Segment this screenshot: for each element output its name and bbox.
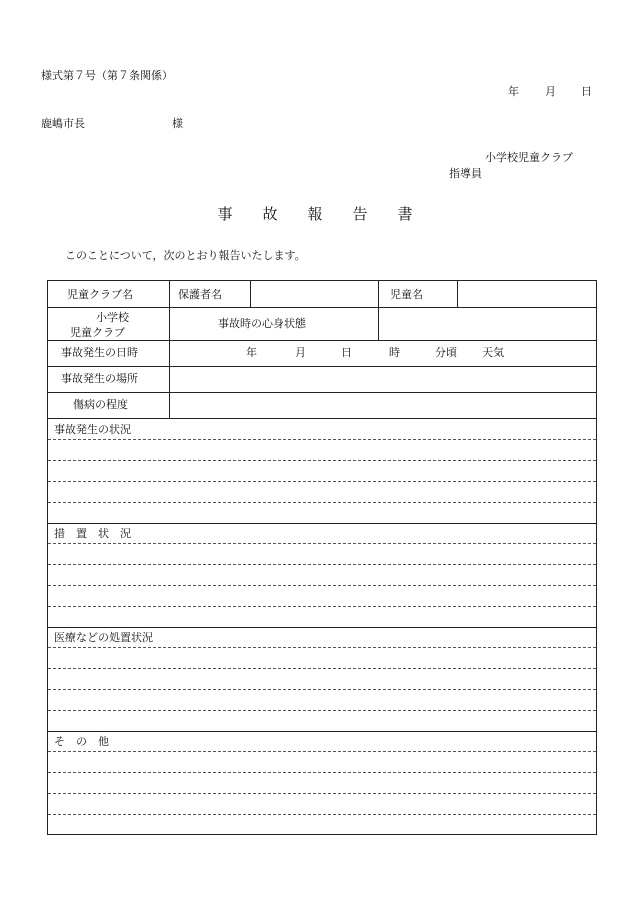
writing-line: [48, 647, 596, 648]
injury-label: 傷病の程度: [73, 398, 128, 411]
guardian-name-label: 保護者名: [178, 288, 222, 301]
writing-line: [48, 772, 596, 773]
report-table: [47, 280, 597, 835]
date-day-label: 日: [581, 85, 592, 98]
row-divider: [48, 392, 596, 393]
day-label: 日: [341, 346, 352, 359]
weather-label: 天気: [482, 346, 504, 359]
minute-label: 分頃: [435, 346, 457, 359]
place-label: 事故発生の場所: [61, 372, 138, 385]
section-divider: [48, 627, 596, 628]
writing-line: [48, 668, 596, 669]
writing-line: [48, 689, 596, 690]
child-name-label: 児童名: [390, 288, 423, 301]
hour-label: 時: [389, 346, 400, 359]
writing-line: [48, 751, 596, 752]
row-divider: [48, 418, 596, 419]
row-divider: [48, 366, 596, 367]
form-number: 様式第７号（第７条関係）: [41, 69, 173, 82]
column-divider: [250, 281, 251, 307]
column-divider: [378, 281, 379, 340]
reporter-staff: 指導員: [449, 167, 482, 180]
writing-line: [48, 564, 596, 565]
document-title: 事 故 報 告 書: [217, 205, 413, 223]
section-divider: [48, 523, 596, 524]
writing-line: [48, 502, 596, 503]
reporter-club: 小学校児童クラブ: [485, 151, 573, 164]
writing-line: [48, 439, 596, 440]
writing-line: [48, 793, 596, 794]
writing-line: [48, 585, 596, 586]
section-label-measures: 措 置 状 況: [54, 527, 131, 540]
date-year-label: 年: [508, 85, 519, 98]
section-label-medical: 医療などの処置状況: [54, 631, 153, 644]
addressee: 鹿嶋市長: [41, 117, 85, 130]
year-label: 年: [246, 346, 257, 359]
club-label: 児童クラブ: [70, 326, 125, 339]
writing-line: [48, 606, 596, 607]
addressee-honorific: 様: [172, 117, 183, 130]
report-date: [508, 86, 592, 97]
section-label-situation: 事故発生の状況: [54, 423, 131, 436]
datetime-label: 事故発生の日時: [61, 346, 138, 359]
column-divider: [169, 281, 170, 418]
section-label-other: そ の 他: [54, 735, 109, 748]
row-divider: [48, 340, 596, 341]
writing-line: [48, 460, 596, 461]
club-name-label: 児童クラブ名: [67, 288, 133, 301]
column-divider: [457, 281, 458, 307]
school-label: 小学校: [96, 311, 129, 324]
intro-text: このことについて，次のとおり報告いたします。: [65, 249, 306, 262]
month-label: 月: [295, 346, 306, 359]
writing-line: [48, 814, 596, 815]
date-month-label: 月: [545, 85, 556, 98]
writing-line: [48, 481, 596, 482]
writing-line: [48, 543, 596, 544]
row-divider: [48, 307, 596, 308]
writing-line: [48, 710, 596, 711]
section-divider: [48, 731, 596, 732]
condition-label: 事故時の心身状態: [218, 317, 306, 330]
